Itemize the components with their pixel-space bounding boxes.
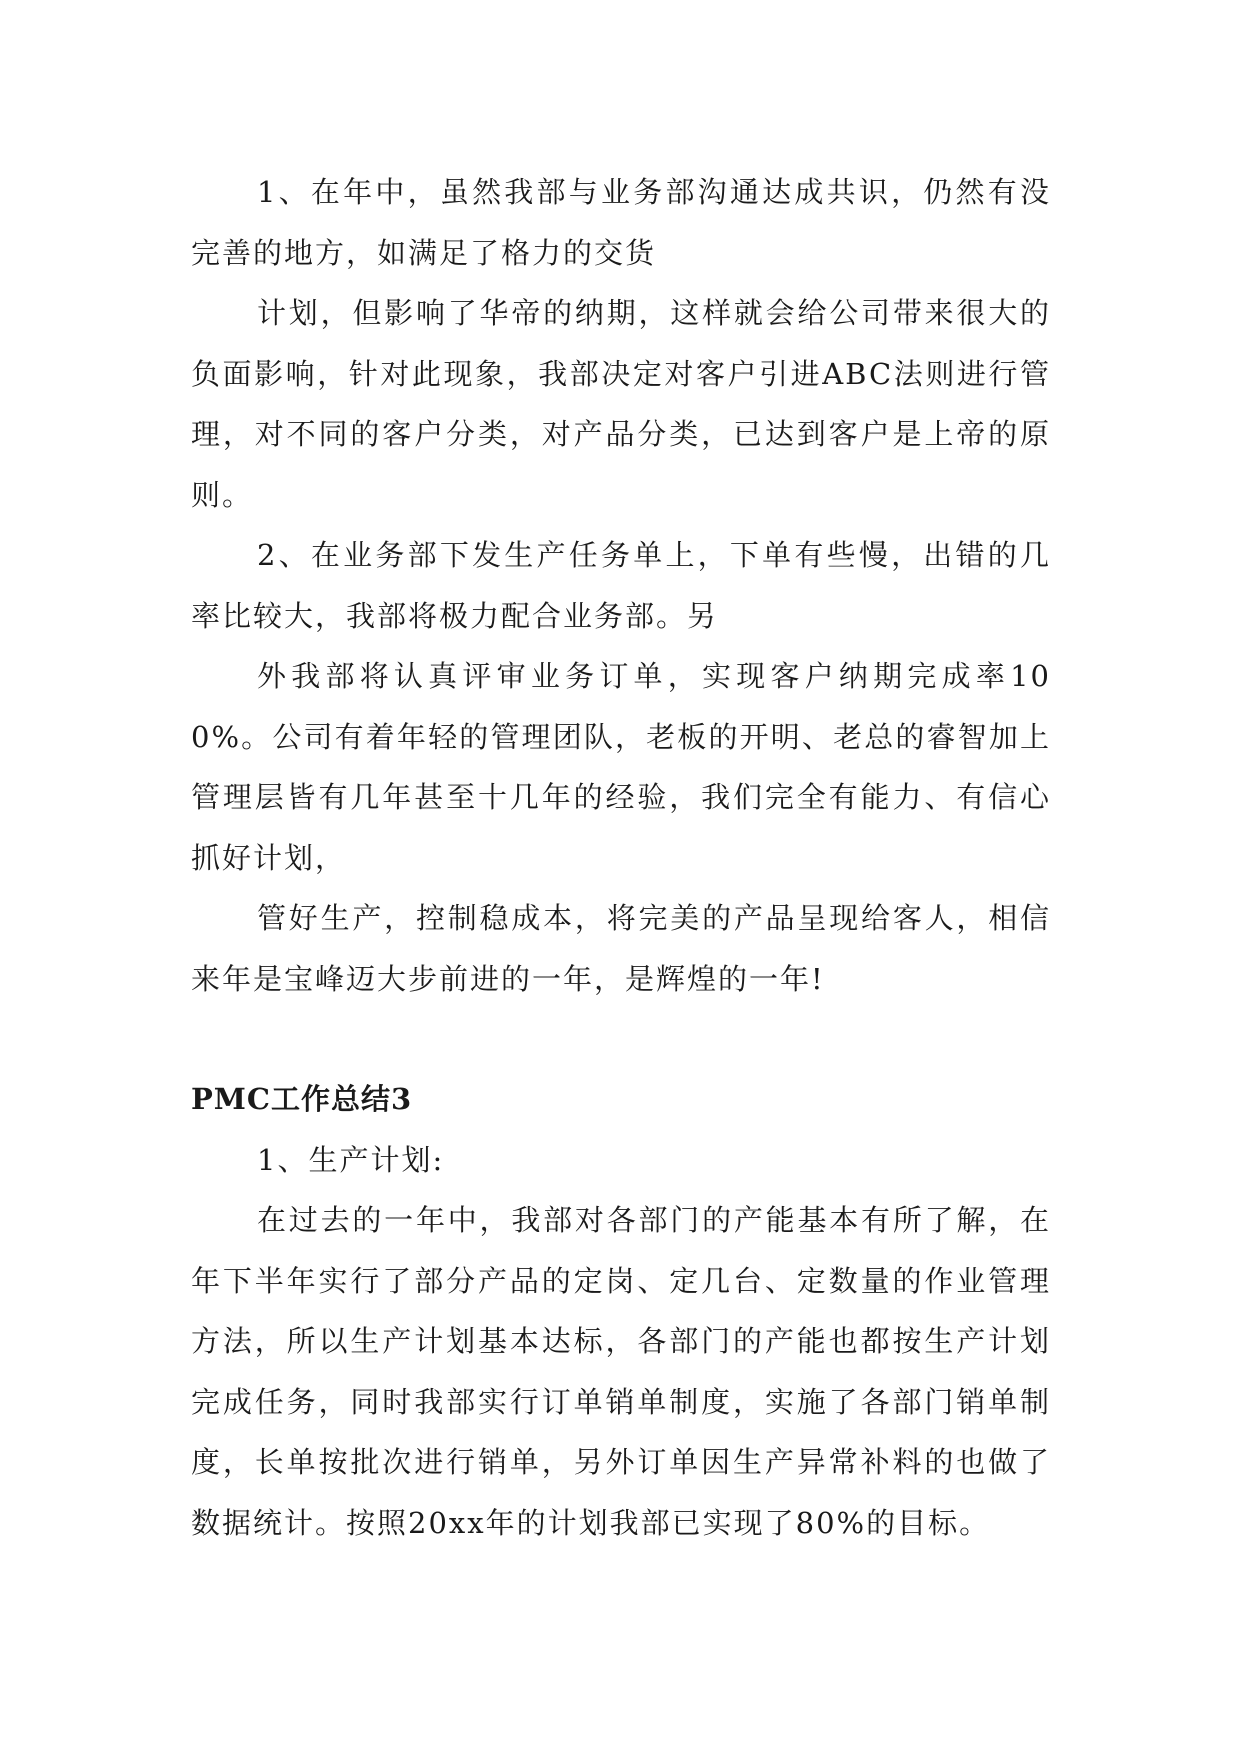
section-title: PMC工作总结3 [191,1082,413,1116]
paragraph-7: 在过去的一年中，我部对各部门的产能基本有所了解，在年下半年实行了部分产品的定岗、定几台、定数量的作业管理方法，所以生产计划基本达标，各部门的产能也都按生产计划完成任务，同时我部实行订单销单制度，实施了各部门销单制度，长单按批次进行销单，另外订单因生产异常补料的也做了数据统计。按照20xx年的计划我部已实现了80%的目标。 [191,1203,1051,1540]
paragraph-4: 外我部将认真评审业务订单，实现客户纳期完成率100%。公司有着年轻的管理团队，老板的开明、老总的睿智加上管理层皆有几年甚至十几年的经验，我们完全有能力、有信心抓好计划， [191,659,1051,875]
paragraph-6: 1、生产计划: [257,1142,445,1177]
paragraph-5: 管好生产，控制稳成本，将完美的产品呈现给客人，相信来年是宝峰迈大步前进的一年，是辉煌的一年! [191,901,1051,996]
paragraph-3: 2、在业务部下发生产任务单上，下单有些慢，出错的几率比较大，我部将极力配合业务部。另 [191,538,1051,633]
document-body [191,162,1051,1553]
paragraph-2: 计划，但影响了华帝的纳期，这样就会给公司带来很大的负面影响，针对此现象，我部决定对客户引进ABC法则进行管理，对不同的客户分类，对产品分类，已达到客户是上帝的原则。 [191,296,1051,512]
paragraph-1: 1、在年中，虽然我部与业务部沟通达成共识，仍然有没完善的地方，如满足了格力的交货 [191,175,1051,270]
